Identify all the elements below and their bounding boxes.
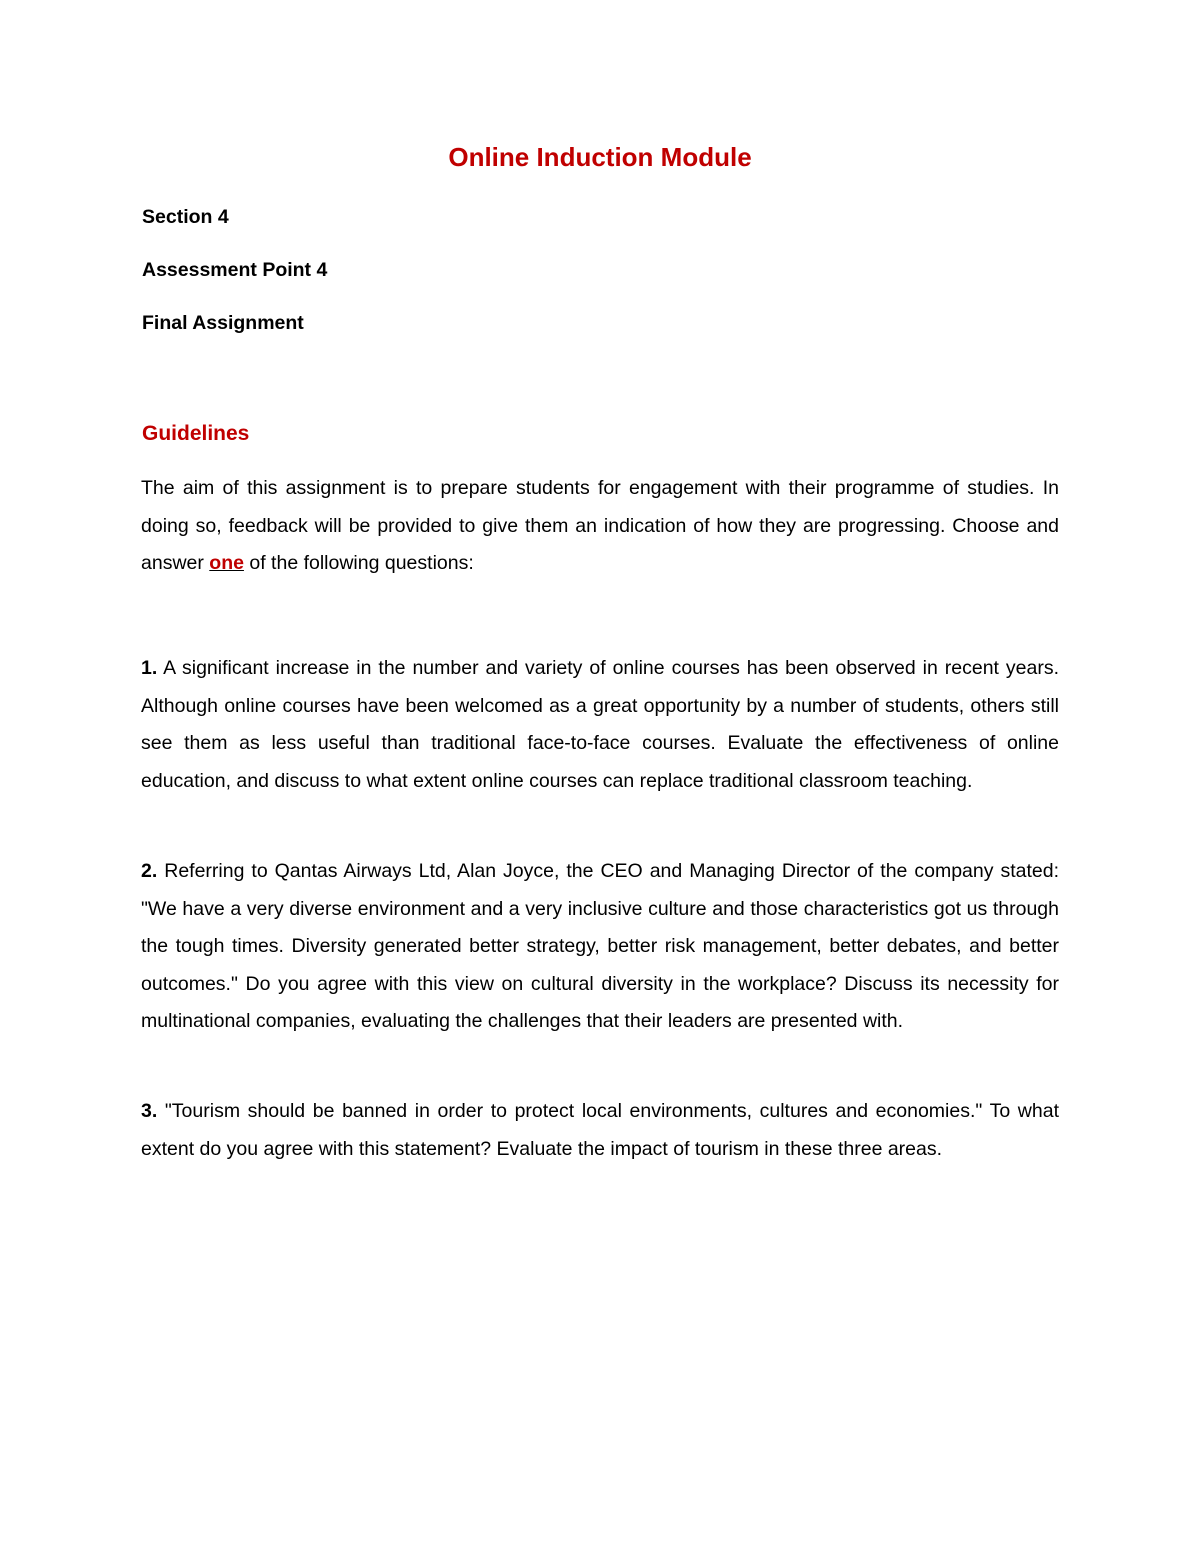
- question-text: Referring to Qantas Airways Ltd, Alan Joyce, the CEO and Managing Director of the company stated: "We have a very diverse environment and a very inclusive culture and those characteristics got us through the tough times. Diversity generated better strategy, better risk management, better debates, and better outcomes." Do you agree with this view on cultural diversity in the workplace? Discuss its necessity for multinational companies, evaluating the challenges that their leaders are presented with.: [141, 860, 1059, 1032]
- question-2: [141, 853, 1059, 1041]
- question-text: "Tourism should be banned in order to protect local environments, cultures and economies." To what extent do you agree with this statement? Evaluate the impact of tourism in these three areas.: [141, 1100, 1059, 1160]
- section-label: Section 4: [142, 206, 229, 228]
- intro-text-before: The aim of this assignment is to prepare students for engagement with their programme of studies. In doing so, feedback will be provided to give them an indication of how they are progressing. Choose and answer: [141, 477, 1059, 574]
- question-3: [141, 1093, 1059, 1168]
- intro-text-after: of the following questions:: [243, 552, 474, 574]
- question-number: 2.: [141, 860, 158, 882]
- intro-emphasis: one: [209, 552, 244, 574]
- guidelines-heading: Guidelines: [142, 422, 250, 445]
- document-page: [141, 0, 1059, 1553]
- assignment-type-label: Final Assignment: [142, 312, 304, 334]
- question-1: [141, 650, 1059, 800]
- question-number: 1.: [141, 657, 158, 679]
- question-number: 3.: [141, 1100, 158, 1122]
- question-text: A significant increase in the number and variety of online courses has been observed in recent years. Although online courses have been welcomed as a great opportunity by a number of students, others still see them as less useful than traditional face-to-face courses. Evaluate the effectiveness of online education, and discuss to what extent online courses can replace traditional classroom teaching.: [141, 657, 1059, 792]
- intro-paragraph: [141, 470, 1059, 583]
- document-title: Online Induction Module: [448, 142, 752, 172]
- assessment-point-label: Assessment Point 4: [142, 259, 328, 281]
